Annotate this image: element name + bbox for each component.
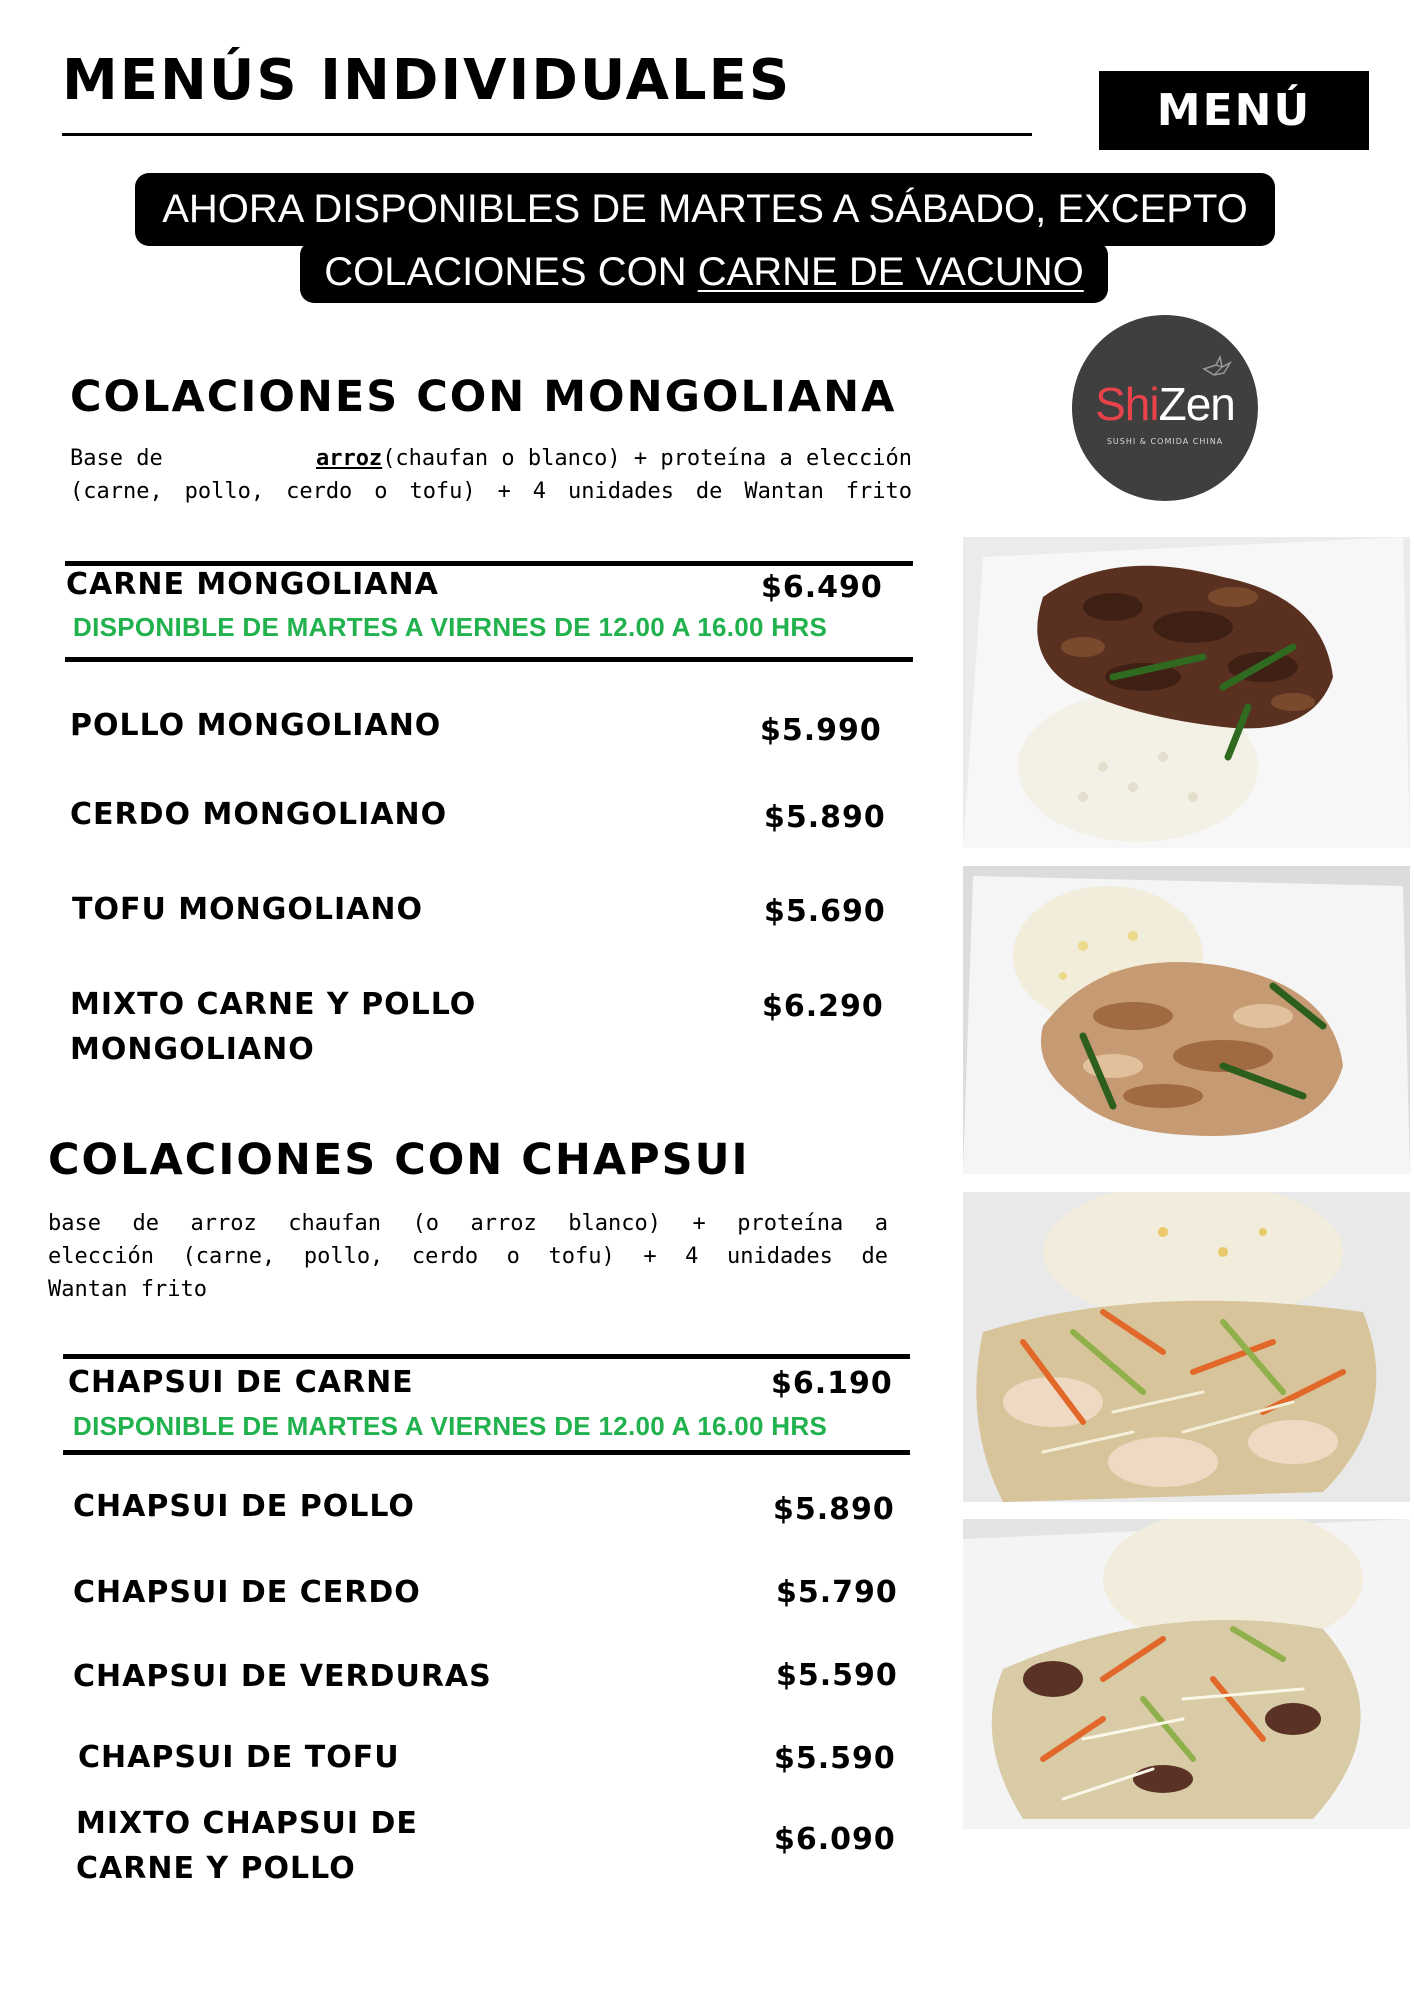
menu-item-name: MIXTO CARNE Y POLLO [70,987,477,1022]
shizen-logo [1072,315,1258,501]
mongoliana-description [70,442,912,508]
desc-rice-rest: (chaufan o blanco) + proteína a elección [382,446,912,471]
desc-rice [316,442,912,475]
chapsui-desc-line-1: base de arroz chaufan (o arroz blanco) + proteína a [48,1211,888,1236]
section-title-mongoliana: COLACIONES CON MONGOLIANA [70,372,897,422]
notice-prefix: COLACIONES CON [324,249,687,294]
menu-item-name: CARNE MONGOLIANA [66,567,439,602]
menu-item-name: CERDO MONGOLIANO [70,797,448,832]
menu-badge: MENÚ [1099,71,1369,150]
photo-chapsui-de-carne [963,1519,1410,1829]
menu-item-price: $6.290 [762,989,884,1024]
desc-rice-bold: arroz [315,446,383,471]
featured-top-rule [63,1354,910,1359]
chapsui-desc-line-2: elección (carne, pollo, cerdo o tofu) + 4 unidades de [48,1244,888,1269]
menu-item-name: TOFU MONGOLIANO [72,892,423,927]
menu-item-price: $5.990 [760,713,882,748]
title-divider [62,133,1032,136]
chapsui-desc-line-3: Wantan frito [48,1277,207,1302]
menu-item-name-line-2: CARNE Y POLLO [76,1851,356,1886]
menu-item-name: CHAPSUI DE TOFU [78,1740,400,1775]
notice-beef-exception: CARNE DE VACUNO [697,249,1084,294]
menu-item-price: $5.590 [774,1741,896,1776]
menu-item-name: CHAPSUI DE CARNE [68,1365,414,1400]
photo-carne-mongoliana [963,537,1410,848]
menu-item-price: $5.890 [773,1492,895,1527]
menu-item-name: CHAPSUI DE POLLO [73,1489,415,1524]
section-title-chapsui: COLACIONES CON CHAPSUI [48,1135,750,1185]
menu-item-price: $6.490 [761,570,883,605]
menu-item-price: $5.690 [764,894,886,929]
menu-item-name: CHAPSUI DE VERDURAS [73,1659,492,1694]
availability-note: DISPONIBLE DE MARTES A VIERNES DE 12.00 A 16.00 HRS [73,1411,828,1441]
availability-notice-line-2 [300,241,1108,303]
mongoliana-desc-line-1 [70,442,912,475]
availability-note: DISPONIBLE DE MARTES A VIERNES DE 12.00 A 16.00 HRS [73,612,828,642]
menu-item-price: $5.790 [776,1575,898,1610]
availability-notice-line-1: AHORA DISPONIBLES DE MARTES A SÁBADO, EXCEPTO [135,173,1275,246]
logo-shi: Shi [1095,378,1159,430]
logo-zen: Zen [1158,378,1235,430]
menu-item-price: $6.090 [774,1822,896,1857]
menu-item-price: $6.190 [771,1366,893,1401]
menu-item-price: $5.590 [776,1658,898,1693]
chapsui-description [48,1207,888,1306]
menu-item-name: POLLO MONGOLIANO [70,708,442,743]
logo-tagline: SUSHI & COMIDA CHINA [1106,437,1224,446]
mongoliana-desc-line-2: (carne, pollo, cerdo o tofu) + 4 unidades de Wantan frito [70,479,912,504]
photo-pollo-mongoliano [963,866,1410,1174]
desc-base: Base de [70,446,163,471]
page-title: MENÚS INDIVIDUALES [62,48,792,113]
photo-chapsui-de-pollo [963,1192,1410,1502]
menu-item-name: MIXTO CHAPSUI DE [76,1806,418,1841]
featured-bottom-rule [65,657,913,662]
menu-item-name: CHAPSUI DE CERDO [73,1575,421,1610]
menu-item-price: $5.890 [764,800,886,835]
menu-item-name-line-2: MONGOLIANO [70,1032,315,1067]
featured-bottom-rule [63,1450,910,1455]
logo-wordmark [1072,377,1258,431]
